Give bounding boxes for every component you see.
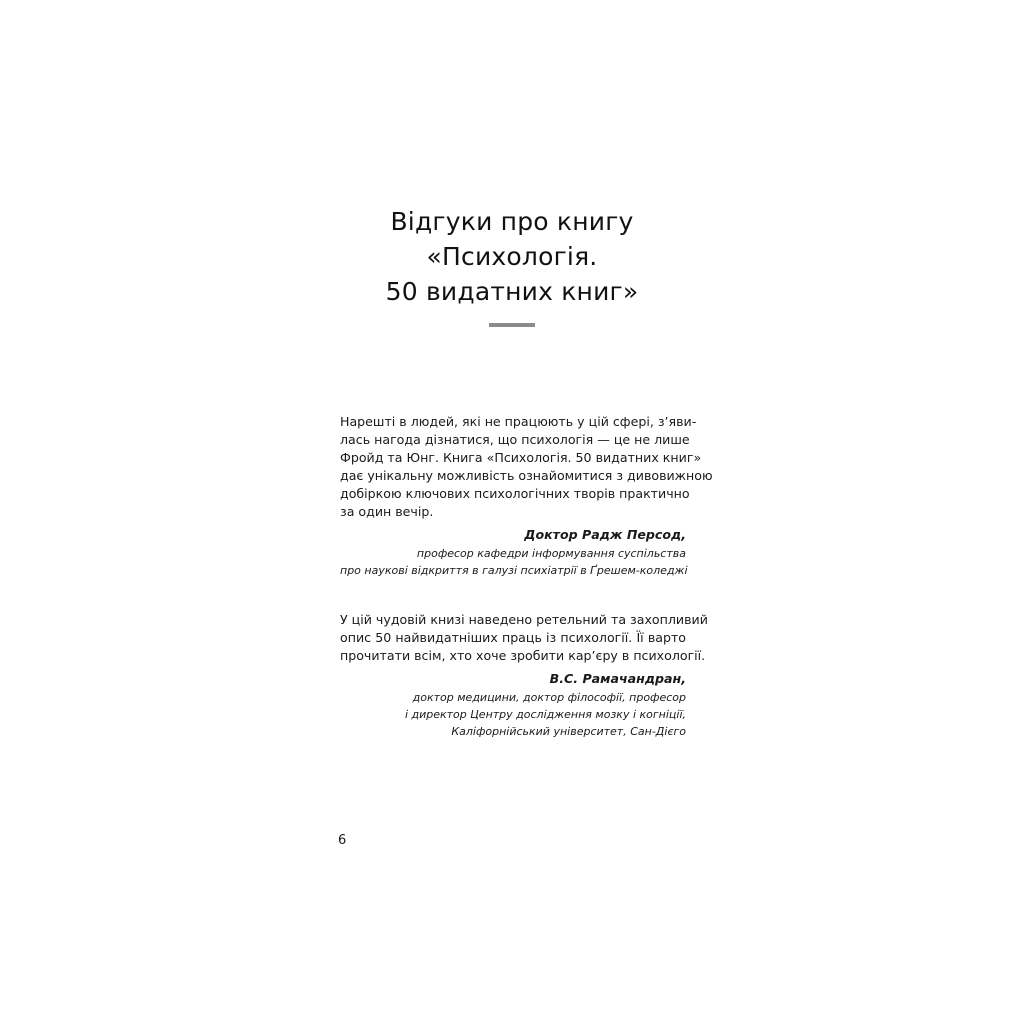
review-1: [340, 413, 713, 579]
review-affiliation: доктор медицини, доктор філософії, професор: [412, 691, 686, 704]
review-text-line: Нарешті в людей, які не працюють у цій сфері, з’яви-: [340, 414, 697, 429]
review-affiliation: Каліфорнійський університет, Сан-Дієго: [451, 725, 686, 738]
review-affiliation: про наукові відкриття в галузі психіатрії в Ґрешем-коледжі: [340, 564, 688, 577]
title-line: «Психологія.: [426, 242, 598, 271]
title-divider: [489, 323, 535, 327]
review-2: [340, 611, 708, 740]
review-text-line: опис 50 найвидатніших праць із психології. Її варто: [340, 630, 686, 645]
review-text-line: У цій чудовій книзі наведено ретельний та захопливий: [340, 612, 708, 627]
review-author: Доктор Радж Персод,: [524, 527, 686, 542]
title-line: Відгуки про книгу: [390, 207, 634, 236]
title-line: 50 видатних книг»: [385, 277, 639, 306]
review-text-line: прочитати всім, хто хоче зробити кар’єру в психології.: [340, 648, 706, 663]
review-affiliation: і директор Центру дослідження мозку і когніції,: [404, 708, 686, 721]
page-title: [300, 204, 724, 309]
review-text-line: добіркою ключових психологічних творів практично: [340, 486, 690, 501]
page-number: 6: [338, 833, 347, 848]
review-text-line: Фройд та Юнг. Книга «Психологія. 50 видатних книг»: [340, 450, 702, 465]
review-author: В.С. Рамачандран,: [549, 671, 686, 686]
review-text-line: дає унікальну можливість ознайомитися з дивовижною: [340, 468, 713, 483]
review-affiliation: професор кафедри інформування суспільства: [416, 547, 686, 560]
review-text-line: за один вечір.: [340, 504, 434, 519]
review-text-line: лась нагода дізнатися, що психологія — це не лише: [340, 432, 690, 447]
